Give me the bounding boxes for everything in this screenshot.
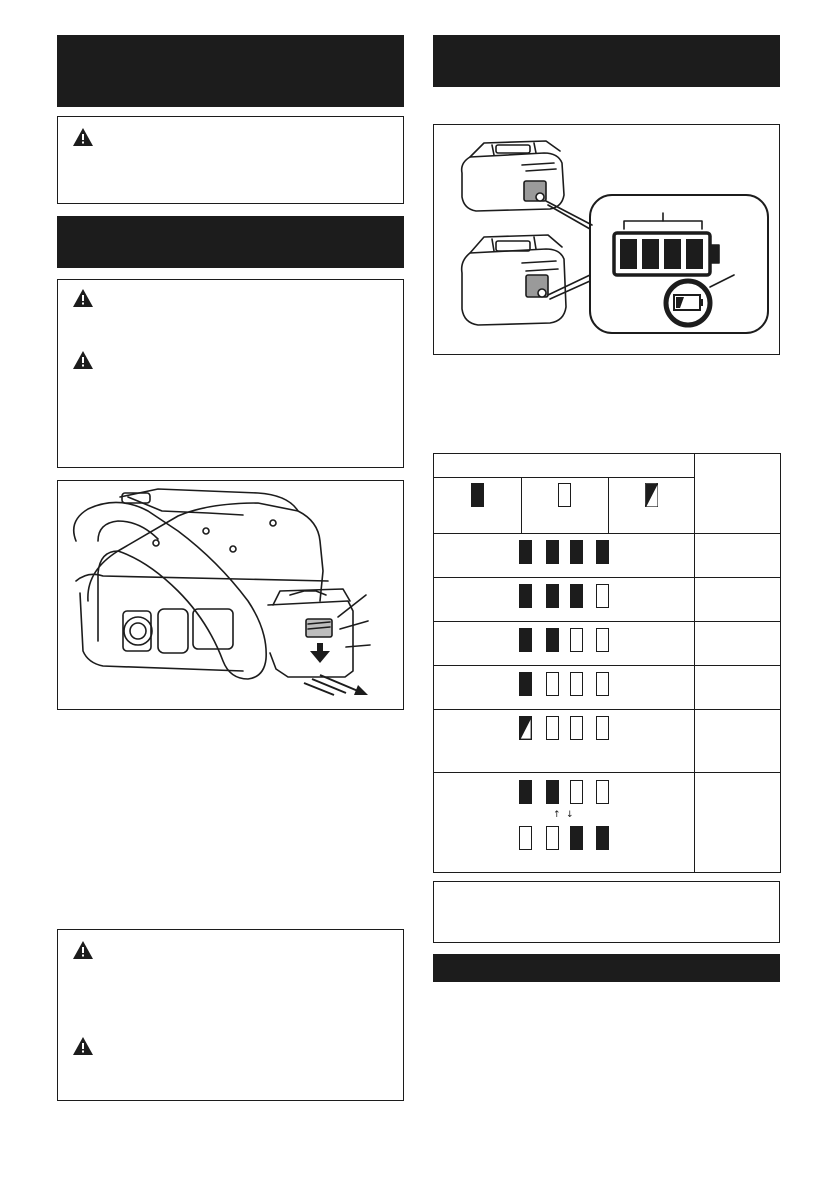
warning-triangle-icon [72,940,94,960]
lamp-lit [519,628,532,652]
battery-removal-figure [57,480,404,710]
lamp-off [570,628,583,652]
arrow-up-icon: ↑ [553,810,561,820]
lamp-off [596,672,609,696]
lamp-off [596,780,609,804]
lamp-lit [546,584,559,608]
warning-triangle-icon [72,288,94,308]
warning-triangle-icon [72,1036,94,1056]
lamp-lit [570,826,583,850]
section-heading-band-2 [57,216,404,268]
section-heading-band-4 [433,954,780,982]
lamp-lit [519,540,532,564]
lamp-lit [546,540,559,564]
lamp-off [570,716,583,740]
warning-triangle-icon [72,127,94,147]
arrow-down-icon [310,643,330,663]
warning-box-1 [57,116,404,204]
chainsaw-illustration [58,481,403,709]
battery-low-icon [674,295,703,310]
lamp-lit [519,672,532,696]
battery-indicator-illustration [434,125,779,354]
lamp-lit [546,780,559,804]
lamp-off [546,716,559,740]
lamp-off [546,826,559,850]
battery-segments [620,239,703,269]
lamp-off [570,780,583,804]
lamp-blinking [519,716,532,740]
lamp-lit [546,628,559,652]
lamp-lit [519,584,532,608]
lamp-off [519,826,532,850]
remaining-capacity-table [433,453,781,873]
arrow-slide-out-icon [304,675,358,695]
lamp-lit [570,540,583,564]
warning-box-2 [57,279,404,468]
lamp-off [596,584,609,608]
lamp-off [596,716,609,740]
lamp-lit [596,826,609,850]
lamp-off [546,672,559,696]
note-box [433,881,780,943]
lamp-off [596,628,609,652]
arrow-down-icon: ↓ [566,810,574,820]
lamp-lit [596,540,609,564]
lamp-lit [519,780,532,804]
lamp-lit [570,584,583,608]
section-heading-band-1 [57,35,404,107]
warning-box-3 [57,929,404,1101]
lamp-rows [433,453,694,873]
section-heading-band-3 [433,35,780,87]
lamp-off [570,672,583,696]
battery-indicator-figure [433,124,780,355]
warning-triangle-icon [72,350,94,370]
